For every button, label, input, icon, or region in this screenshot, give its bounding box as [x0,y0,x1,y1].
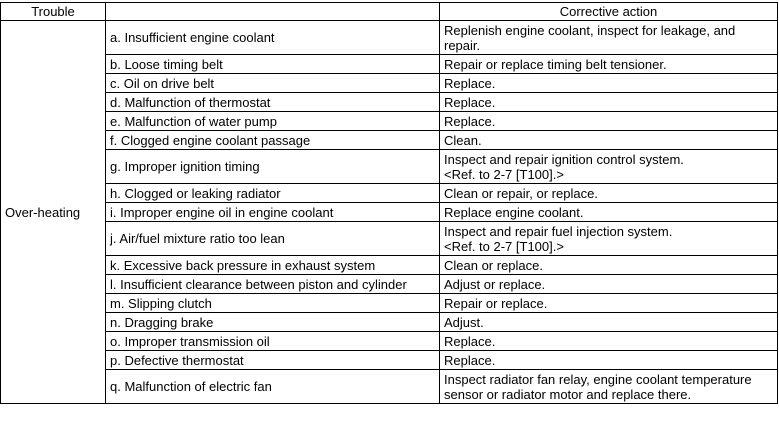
table-row [1,21,778,55]
cause-cell: p. Defective thermostat [106,351,440,370]
action-reference-link[interactable]: <Ref. to 2-7 [T100].> [444,166,564,182]
action-cell: Replace. [440,93,778,112]
table-row [1,222,778,256]
cause-cell: k. Excessive back pressure in exhaust system [106,256,440,275]
trouble-cell: Over-heating [1,21,106,404]
cause-cell: l. Insufficient clearance between piston and cylinder [106,275,440,294]
action-cell: Repair or replace. [440,294,778,313]
action-cell: Replace engine coolant. [440,203,778,222]
action-cell: Clean. [440,131,778,150]
cause-cell: h. Clogged or leaking radiator [106,184,440,203]
table-row [1,112,778,131]
action-cell: Clean or replace. [440,256,778,275]
cause-cell: a. Insufficient engine coolant [106,21,440,55]
action-cell: Adjust. [440,313,778,332]
action-cell: Replace. [440,332,778,351]
table-row [1,351,778,370]
trouble-table [0,2,778,404]
table-row [1,370,778,404]
action-cell: Inspect radiator fan relay, engine coolant temperature sensor or radiator motor and replace there. [440,370,778,404]
action-cell: Adjust or replace. [440,275,778,294]
action-cell [440,150,778,184]
table-row [1,294,778,313]
table-row [1,184,778,203]
table-row [1,332,778,351]
cause-cell: b. Loose timing belt [106,55,440,74]
header-cause [106,3,440,21]
cause-cell: q. Malfunction of electric fan [106,370,440,404]
header-row [1,3,778,21]
header-trouble: Trouble [1,3,106,21]
table-row [1,74,778,93]
table-row [1,131,778,150]
table-row [1,313,778,332]
action-text: Inspect and repair ignition control system. [444,151,684,167]
cause-cell: g. Improper ignition timing [106,150,440,184]
action-text: Inspect and repair fuel injection system. [444,223,673,239]
action-cell: Replace. [440,112,778,131]
table-row [1,275,778,294]
table-row [1,55,778,74]
cause-cell: i. Improper engine oil in engine coolant [106,203,440,222]
table-row [1,203,778,222]
table-row [1,150,778,184]
table-row [1,93,778,112]
cause-cell: n. Dragging brake [106,313,440,332]
action-cell: Replace. [440,74,778,93]
action-cell: Replenish engine coolant, inspect for leakage, and repair. [440,21,778,55]
action-reference-link[interactable]: <Ref. to 2-7 [T100].> [444,238,564,254]
cause-cell: j. Air/fuel mixture ratio too lean [106,222,440,256]
table-row [1,256,778,275]
cause-cell: o. Improper transmission oil [106,332,440,351]
cause-cell: c. Oil on drive belt [106,74,440,93]
cause-cell: m. Slipping clutch [106,294,440,313]
action-cell: Replace. [440,351,778,370]
action-cell: Repair or replace timing belt tensioner. [440,55,778,74]
cause-cell: e. Malfunction of water pump [106,112,440,131]
cause-cell: f. Clogged engine coolant passage [106,131,440,150]
cause-cell: d. Malfunction of thermostat [106,93,440,112]
action-cell [440,222,778,256]
header-corrective-action: Corrective action [440,3,778,21]
action-cell: Clean or repair, or replace. [440,184,778,203]
